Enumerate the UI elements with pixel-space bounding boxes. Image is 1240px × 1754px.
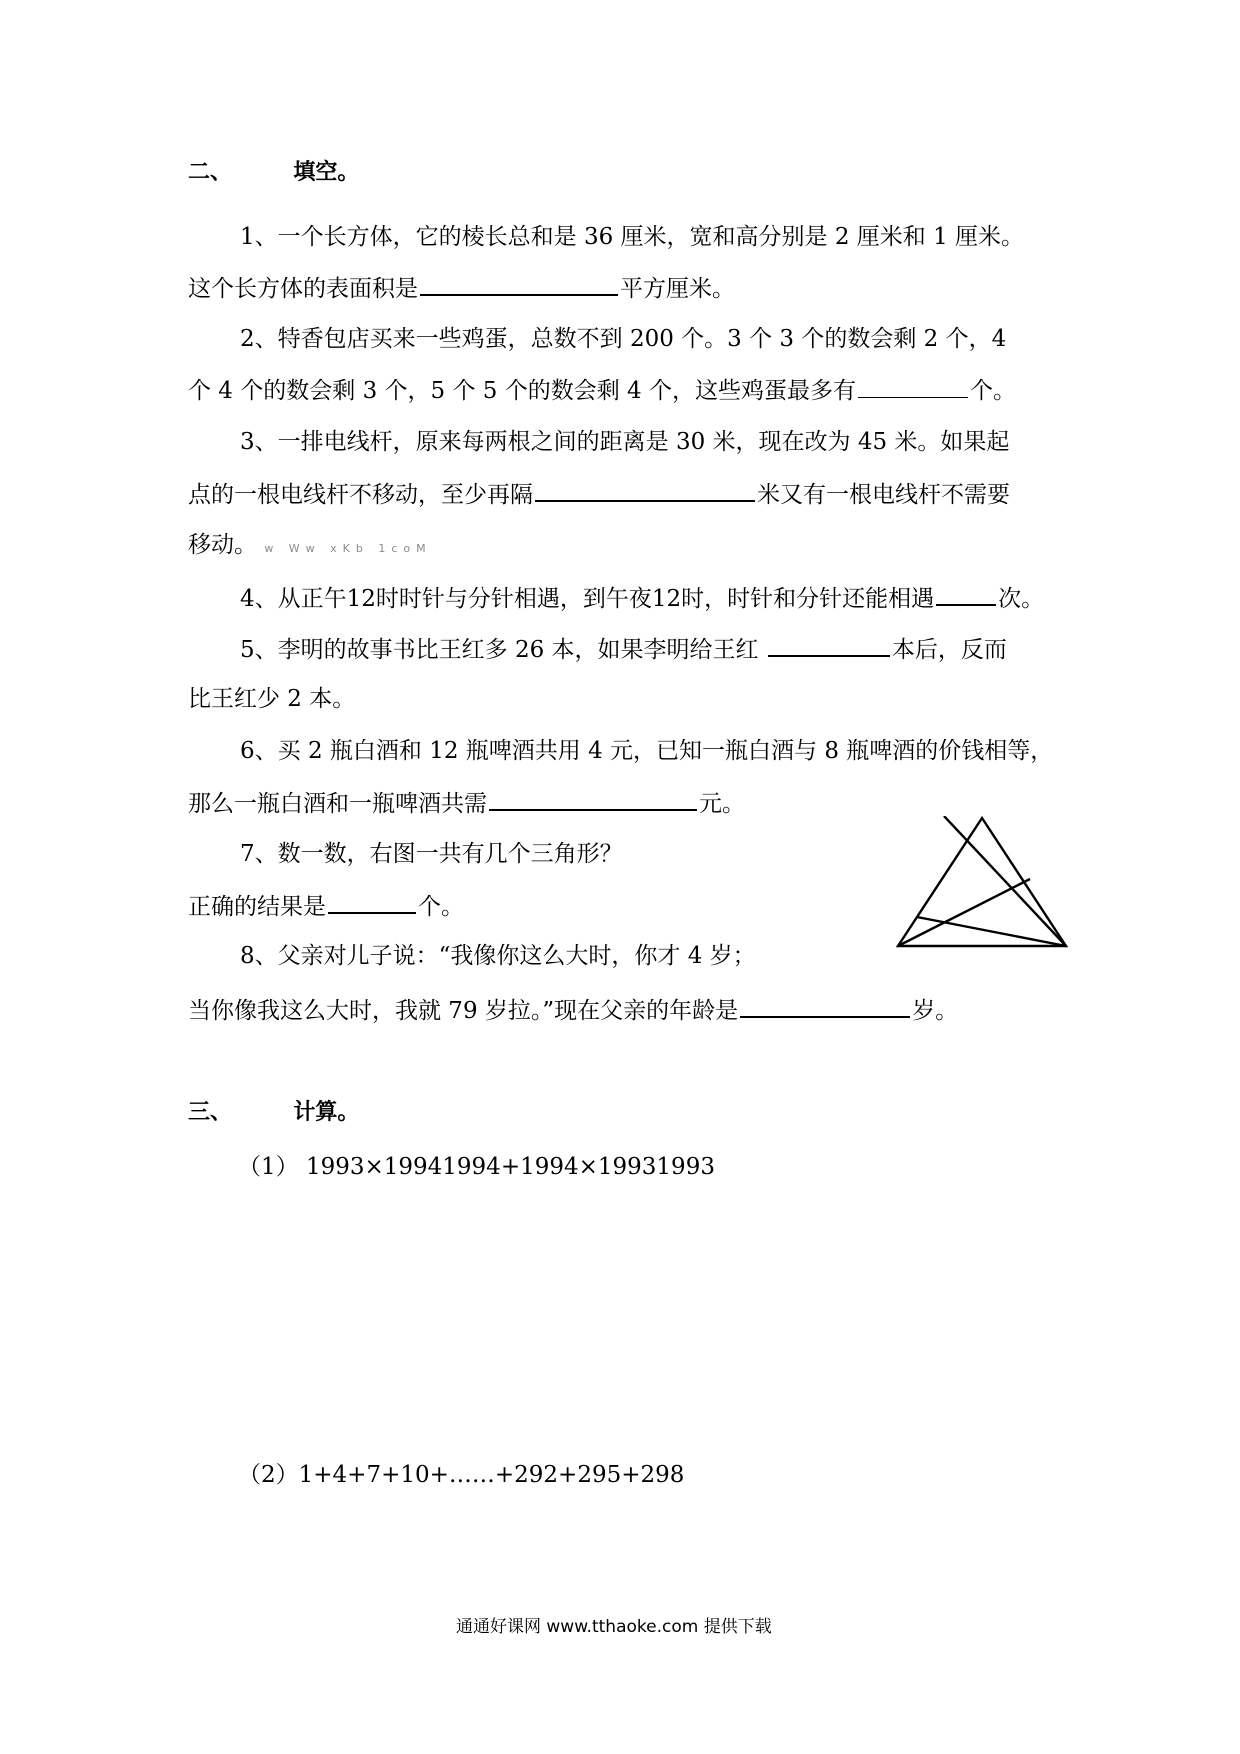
q1-answer-blank[interactable]: [420, 272, 618, 296]
q1-prompt: 这个长方体的表面积是: [188, 276, 418, 302]
q8-answer-blank[interactable]: [740, 994, 910, 1018]
q4-line-1: [240, 582, 1044, 614]
q4-prompt: 4、从正午12时时针与分针相遇，到午夜12时，时针和分针还能相遇: [240, 586, 935, 612]
q3-suffix: 米又有一根电线杆不需要: [757, 482, 1010, 508]
section-2-title: 填空。: [293, 160, 360, 185]
q2-line-1: 2、特香包店买来一些鸡蛋，总数不到 200 个。3 个 3 个的数会剩 2 个，4: [240, 326, 1007, 352]
q7-answer-blank[interactable]: [328, 890, 416, 914]
section-2-heading: [188, 158, 359, 188]
watermark-text: w Ww xKb 1coM: [264, 542, 432, 555]
q8-line-1: 8、父亲对儿子说：“我像你这么大时，你才 4 岁；: [240, 943, 756, 969]
section-3-heading: [188, 1098, 359, 1128]
q5-line-1: [240, 633, 1007, 665]
q6-prompt: 那么一瓶白酒和一瓶啤酒共需: [188, 791, 487, 817]
q5-suffix: 本后，反而: [891, 637, 1007, 663]
q2-unit: 个。: [969, 378, 1016, 404]
q6-line-1: 6、买 2 瓶白酒和 12 瓶啤酒共用 4 元，已知一瓶白酒与 8 瓶啤酒的价钱相等，: [240, 738, 1054, 764]
q2-line-2: [188, 375, 1016, 406]
triangle-outline: [898, 818, 1066, 946]
q3-line-3-text: 移动。: [188, 532, 257, 558]
q5-line-2: 比王红少 2 本。: [188, 686, 356, 712]
q3-line-3: [188, 530, 432, 564]
page-footer: 通通好课网 www.tthaoke.com 提供下载: [456, 1617, 772, 1637]
q8-line-2: [188, 994, 958, 1026]
q7-unit: 个。: [418, 894, 464, 920]
q3-line-1: 3、一排电线杆，原来每两根之间的距离是 30 米，现在改为 45 米。如果起: [240, 429, 1010, 455]
section-3-title: 计算。: [293, 1100, 360, 1125]
calculation-2: （2）1+4+7+10+……+292+295+298: [238, 1462, 685, 1488]
calculation-1: （1） 1993×19941994+1994×19931993: [238, 1154, 715, 1180]
q1-unit: 平方厘米。: [620, 276, 735, 302]
q3-answer-blank[interactable]: [535, 478, 755, 502]
q3-prompt: 点的一根电线杆不移动，至少再隔: [188, 482, 533, 508]
q8-unit: 岁。: [912, 998, 959, 1024]
q4-unit: 次。: [998, 586, 1045, 612]
q5-prompt: 5、李明的故事书比王红多 26 本，如果李明给王红: [240, 637, 759, 663]
q7-line-2: [188, 890, 464, 922]
q7-prompt: 正确的结果是: [188, 894, 326, 920]
q5-answer-blank[interactable]: [768, 633, 890, 657]
q2-answer-blank[interactable]: [858, 375, 968, 398]
q3-line-2: [188, 478, 1010, 510]
q4-answer-blank[interactable]: [936, 582, 996, 606]
q6-line-2: [188, 787, 745, 819]
q1-line-1: 1、一个长方体，它的棱长总和是 36 厘米，宽和高分别是 2 厘米和 1 厘米。: [240, 224, 1025, 250]
q6-unit: 元。: [699, 791, 745, 817]
section-2-number: 二、: [188, 160, 233, 185]
section-3-number: 三、: [188, 1100, 233, 1125]
q6-answer-blank[interactable]: [489, 787, 697, 811]
q1-line-2: [188, 272, 735, 304]
triangle-figure: [896, 816, 1076, 956]
q2-prompt: 个 4 个的数会剩 3 个，5 个 5 个的数会剩 4 个，这些鸡蛋最多有: [188, 378, 856, 404]
q8-prompt: 当你像我这么大时，我就 79 岁拉。”现在父亲的年龄是: [188, 998, 739, 1024]
q7-line-1: 7、数一数，右图一共有几个三角形？: [240, 841, 623, 867]
